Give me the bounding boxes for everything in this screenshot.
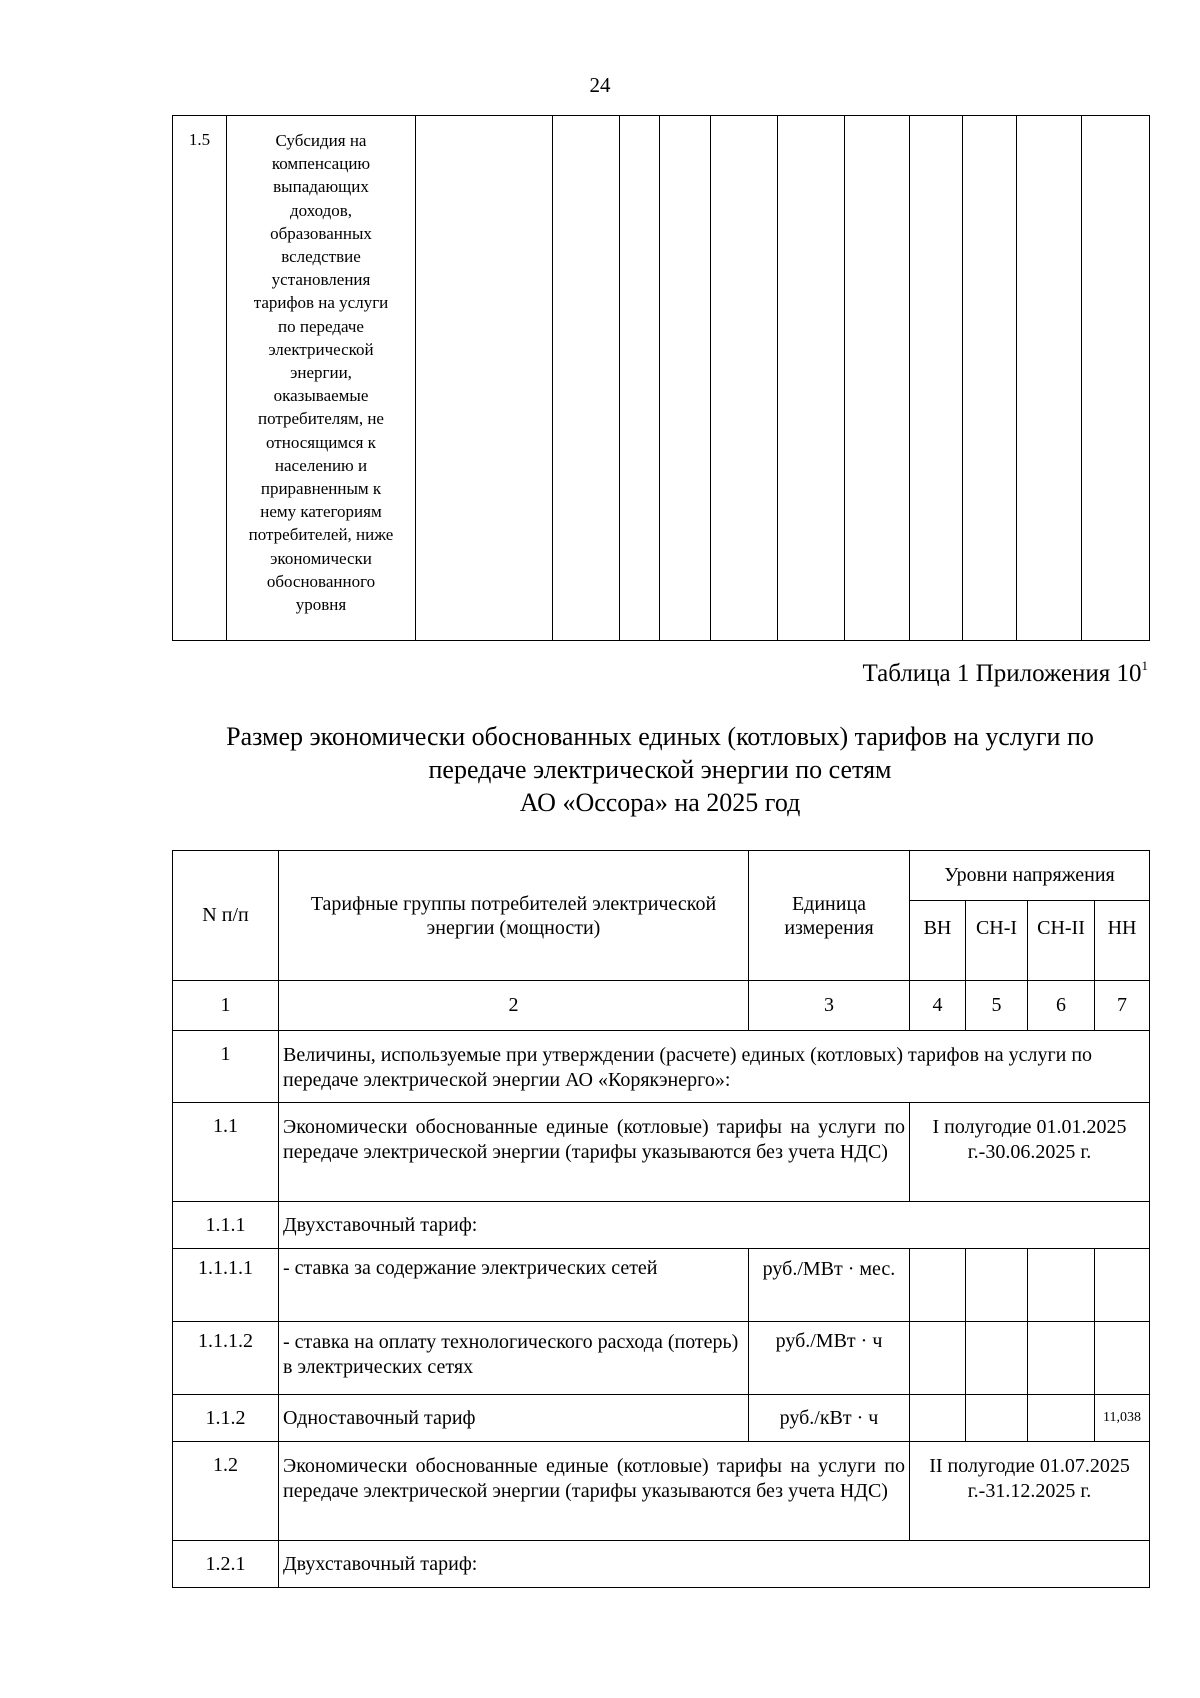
- row-text: Величины, используемые при утверждении (расчете) единых (котловых) тарифов на услуги по передаче электрической энергии АО «Корякэнерго»:: [279, 1031, 1150, 1103]
- empty-cell: [845, 116, 910, 641]
- table-row: [173, 116, 1150, 641]
- value-sn1: [966, 1395, 1028, 1442]
- table-row: [173, 1322, 1150, 1395]
- value-sn1: [966, 1322, 1028, 1395]
- value-vn: [910, 1322, 966, 1395]
- period-cell: I полугодие 01.01.2025 г.-30.06.2025 г.: [910, 1103, 1150, 1202]
- header-unit: Единица измерения: [749, 851, 910, 981]
- value-nn: 11,038: [1095, 1395, 1150, 1442]
- empty-cell: [416, 116, 553, 641]
- row-number: 1.1.1.1: [173, 1249, 279, 1322]
- empty-cell: [910, 116, 963, 641]
- period-cell: II полугодие 01.07.2025 г.-31.12.2025 г.: [910, 1442, 1150, 1541]
- header-nn: НН: [1095, 901, 1150, 981]
- col-number: 6: [1028, 981, 1095, 1031]
- row-text: Двухставочный тариф:: [279, 1202, 1150, 1249]
- col-number: 5: [966, 981, 1028, 1031]
- unit-cell: руб./МВт · мес.: [749, 1249, 910, 1322]
- value-sn1: [966, 1249, 1028, 1322]
- col-number: 7: [1095, 981, 1150, 1031]
- row-text: Двухставочный тариф:: [279, 1541, 1150, 1588]
- empty-cell: [620, 116, 660, 641]
- col-number: 2: [279, 981, 749, 1031]
- header-sn1: СН-I: [966, 901, 1028, 981]
- header-tariff-groups: Тарифные группы потребителей электрической энергии (мощности): [279, 851, 749, 981]
- value-sn2: [1028, 1322, 1095, 1395]
- row-text: - ставка на оплату технологического расхода (потерь) в электрических сетях: [279, 1322, 749, 1395]
- subsidy-description: Субсидия на компенсацию выпадающих доходов, образованных вследствие установления тарифов на услуги по передаче электрической энергии, оказываемые потребителям, не относящимся к населению и приравненным к нему категориям потребителей, ниже экономически обоснованного уровня: [227, 116, 416, 641]
- unit-cell: руб./кВт · ч: [749, 1395, 910, 1442]
- table-caption: Таблица 1 Приложения $10^1$: [862, 658, 1148, 687]
- empty-cell: [1017, 116, 1082, 641]
- header-sn2: СН-II: [1028, 901, 1095, 981]
- header-num: N п/п: [173, 851, 279, 981]
- table-row: [173, 1395, 1150, 1442]
- table-row: [173, 1249, 1150, 1322]
- value-nn: [1095, 1322, 1150, 1395]
- row-number: 1.5: [173, 116, 227, 641]
- col-number: 1: [173, 981, 279, 1031]
- table-row: [173, 1541, 1150, 1588]
- row-number: 1.2: [173, 1442, 279, 1541]
- col-number: 4: [910, 981, 966, 1031]
- continuation-table: [172, 115, 1150, 641]
- col-number: 3: [749, 981, 910, 1031]
- value-vn: [910, 1249, 966, 1322]
- row-number: 1.1.1: [173, 1202, 279, 1249]
- table-row: [173, 1202, 1150, 1249]
- row-number: 1.1: [173, 1103, 279, 1202]
- table-row: [173, 1103, 1150, 1202]
- tariff-table: [172, 850, 1150, 1588]
- page-number: 24: [589, 73, 611, 97]
- empty-cell: [1082, 116, 1150, 641]
- value-vn: [910, 1395, 966, 1442]
- row-number: 1.1.1.2: [173, 1322, 279, 1395]
- row-text: Экономически обоснованные единые (котловые) тарифы на услуги по передаче электрической энергии (тарифы указываются без учета НДС): [279, 1103, 910, 1202]
- empty-cell: [963, 116, 1017, 641]
- table-row: [173, 1442, 1150, 1541]
- row-text: - ставка за содержание электрических сетей: [279, 1249, 749, 1322]
- empty-cell: [711, 116, 778, 641]
- value-sn2: [1028, 1395, 1095, 1442]
- row-text: Экономически обоснованные единые (котловые) тарифы на услуги по передаче электрической энергии (тарифы указываются без учета НДС): [279, 1442, 910, 1541]
- empty-cell: [660, 116, 711, 641]
- header-voltage-levels: Уровни напряжения: [910, 851, 1150, 901]
- row-number: 1: [173, 1031, 279, 1103]
- empty-cell: [778, 116, 845, 641]
- row-number: 1.2.1: [173, 1541, 279, 1588]
- value-nn: [1095, 1249, 1150, 1322]
- unit-cell: руб./МВт · ч: [749, 1322, 910, 1395]
- header-vn: ВН: [910, 901, 966, 981]
- document-title: Размер экономически обоснованных единых (котловых) тарифов на услуги по передаче электрической энергии по сетям АО «Оссора» на 2025 год: [226, 722, 1094, 817]
- empty-cell: [553, 116, 620, 641]
- column-number-row: [173, 981, 1150, 1031]
- row-number: 1.1.2: [173, 1395, 279, 1442]
- row-text: Одноставочный тариф: [279, 1395, 749, 1442]
- table-row: [173, 1031, 1150, 1103]
- value-sn2: [1028, 1249, 1095, 1322]
